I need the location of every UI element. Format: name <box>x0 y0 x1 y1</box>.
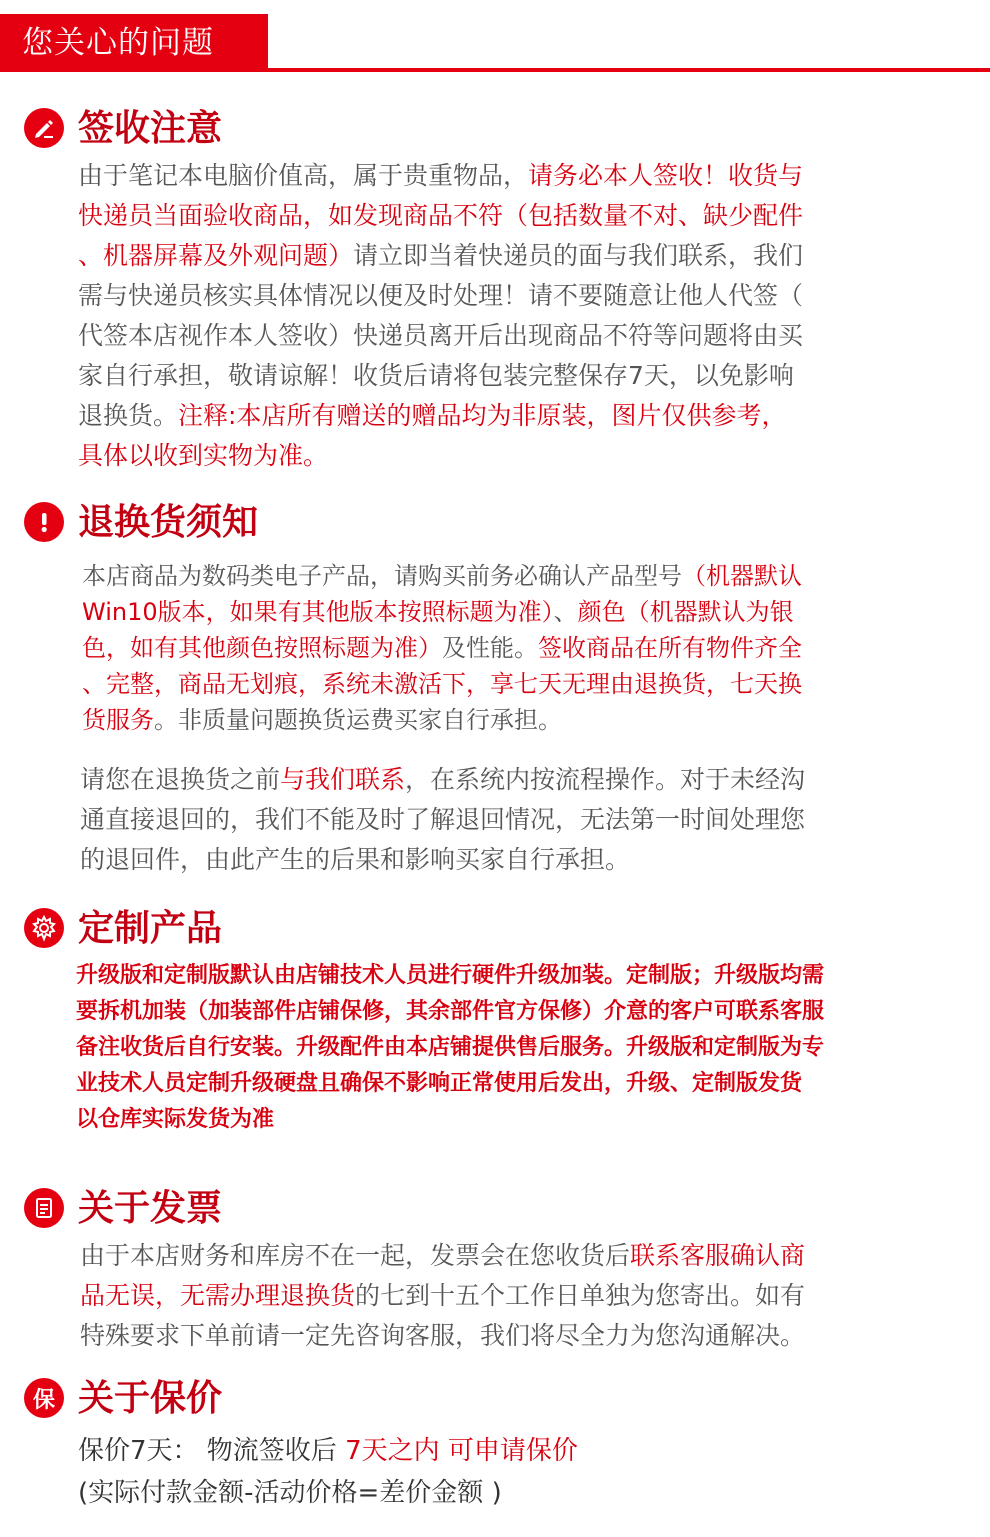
return-contact-text <box>80 760 805 880</box>
invoice-text <box>80 1236 805 1356</box>
text-line <box>80 1316 805 1356</box>
text-line <box>80 760 805 800</box>
text-line <box>78 396 803 436</box>
body-text: 请您在退换货之前 <box>80 765 281 794</box>
body-text: 。非质量问题换货运费买家自行承担。 <box>154 706 562 734</box>
page-title: 您关心的问题 <box>0 14 268 72</box>
text-line <box>76 994 824 1030</box>
highlight-text: 、机器屏幕及外观问题） <box>78 241 354 270</box>
text-line <box>78 236 803 276</box>
section-title: 签收注意 <box>78 108 223 149</box>
text-line <box>78 1472 578 1514</box>
text-line <box>80 800 805 840</box>
section-title: 关于发票 <box>78 1188 223 1229</box>
return-notice-text <box>82 558 802 738</box>
highlight-text: 注释:本店所有赠送的赠品均为非原装，图片仅供参考， <box>178 401 787 430</box>
text-line <box>78 276 803 316</box>
body-text: 、 <box>553 598 578 626</box>
section-title: 关于保价 <box>78 1378 223 1419</box>
body-text: 本店商品为数码类电子产品，请购买前务必确认产品型号 <box>82 562 682 590</box>
body-text: 特殊要求下单前请一定先咨询客服，我们将尽全力为您沟通解决。 <box>80 1321 806 1350</box>
text-line <box>78 196 803 236</box>
highlight-text: 品无误，无需办理退换货 <box>80 1281 356 1310</box>
header-divider <box>0 68 990 72</box>
highlight-text: 颜色（机器默认为银 <box>577 598 794 626</box>
text-line <box>76 958 824 994</box>
text-line <box>82 594 802 630</box>
body-text: 要拆机加装（加装部件店铺保修，其余部件官方保修）介意的客户可联系客服 <box>76 999 825 1024</box>
text-line <box>78 316 803 356</box>
sign-notice-text <box>78 156 803 476</box>
section-title: 定制产品 <box>78 908 223 949</box>
section-title: 退换货须知 <box>78 502 259 543</box>
highlight-text: 签收商品在所有物件齐全 <box>538 634 802 662</box>
highlight-text: 货服务 <box>82 706 154 734</box>
gear-icon <box>24 908 64 948</box>
body-text: 升级版和定制版默认由店铺技术人员进行硬件升级加装。定制版；升级版均需 <box>76 963 825 988</box>
text-line <box>78 156 803 196</box>
highlight-text: 与我们联系 <box>280 765 406 794</box>
body-text: 请立即当着快递员的面与我们联系，我们 <box>353 241 804 270</box>
body-text: 以仓库实际发货为准 <box>76 1107 275 1132</box>
body-text: ，在系统内按流程操作。对于未经沟 <box>405 765 806 794</box>
body-text: 由于本店财务和库房不在一起，发票会在您收货后 <box>80 1241 631 1270</box>
text-line <box>80 1236 805 1276</box>
highlight-text: 、完整，商品无划痕，系统未激活下，享七天无理由退换货，七天换 <box>82 670 802 698</box>
text-line <box>78 436 803 476</box>
body-text: 备注收货后自行安装。升级配件由本店铺提供售后服务。升级版和定制版为专 <box>76 1035 825 1060</box>
exclamation-icon <box>24 502 64 542</box>
body-text: 保价7天： 物流签收后 <box>78 1436 346 1466</box>
body-text: 通直接退回的，我们不能及时了解退回情况，无法第一时间处理您 <box>80 805 806 834</box>
body-text: 及性能。 <box>442 634 538 662</box>
body-text: 代签本店视作本人签收）快递员离开后出现商品不符等问题将由买 <box>78 321 804 350</box>
highlight-text: （机器默认 <box>682 562 802 590</box>
body-text: 需与快递员核实具体情况以便及时处理！请不要随意让他人代签（ <box>78 281 804 310</box>
highlight-text: 具体以收到实物为准。 <box>78 441 329 470</box>
text-line <box>78 1430 578 1472</box>
body-text: (实际付款金额-活动价格=差价金额 ) <box>78 1478 502 1508</box>
pencil-icon <box>24 108 64 148</box>
text-line <box>76 1030 824 1066</box>
text-line <box>76 1102 824 1138</box>
text-line <box>82 666 802 702</box>
body-text: 家自行承担，敬请谅解！收货后请将包装完整保存7天，以免影响 <box>78 361 794 390</box>
highlight-text: 联系客服确认商 <box>630 1241 806 1270</box>
body-text: 的退回件，由此产生的后果和影响买家自行承担。 <box>80 845 631 874</box>
body-text: 由于笔记本电脑价值高，属于贵重物品， <box>78 161 529 190</box>
price-protection-text <box>78 1430 578 1514</box>
body-text: 退换货。 <box>78 401 179 430</box>
text-line <box>76 1066 824 1102</box>
custom-product-text <box>76 958 824 1138</box>
highlight-text: 快递员当面验收商品，如发现商品不符（包括数量不对、缺少配件 <box>78 201 804 230</box>
body-text: 业技术人员定制升级硬盘且确保不影响正常使用后发出，升级、定制版发货 <box>76 1071 803 1096</box>
highlight-text: 7天之内 可申请保价 <box>345 1436 578 1466</box>
text-line <box>82 558 802 594</box>
text-line <box>82 630 802 666</box>
highlight-text: Win10版本，如果有其他版本按照标题为准） <box>82 598 554 626</box>
page-header <box>0 14 990 72</box>
bao-icon: 保 <box>24 1378 64 1418</box>
highlight-text: 请务必本人签收！收货与 <box>528 161 804 190</box>
text-line <box>78 356 803 396</box>
body-text: 的七到十五个工作日单独为您寄出。如有 <box>355 1281 806 1310</box>
text-line <box>80 1276 805 1316</box>
invoice-icon <box>24 1188 64 1228</box>
text-line <box>80 840 805 880</box>
highlight-text: 色，如有其他颜色按照标题为准） <box>82 634 442 662</box>
text-line <box>82 702 802 738</box>
